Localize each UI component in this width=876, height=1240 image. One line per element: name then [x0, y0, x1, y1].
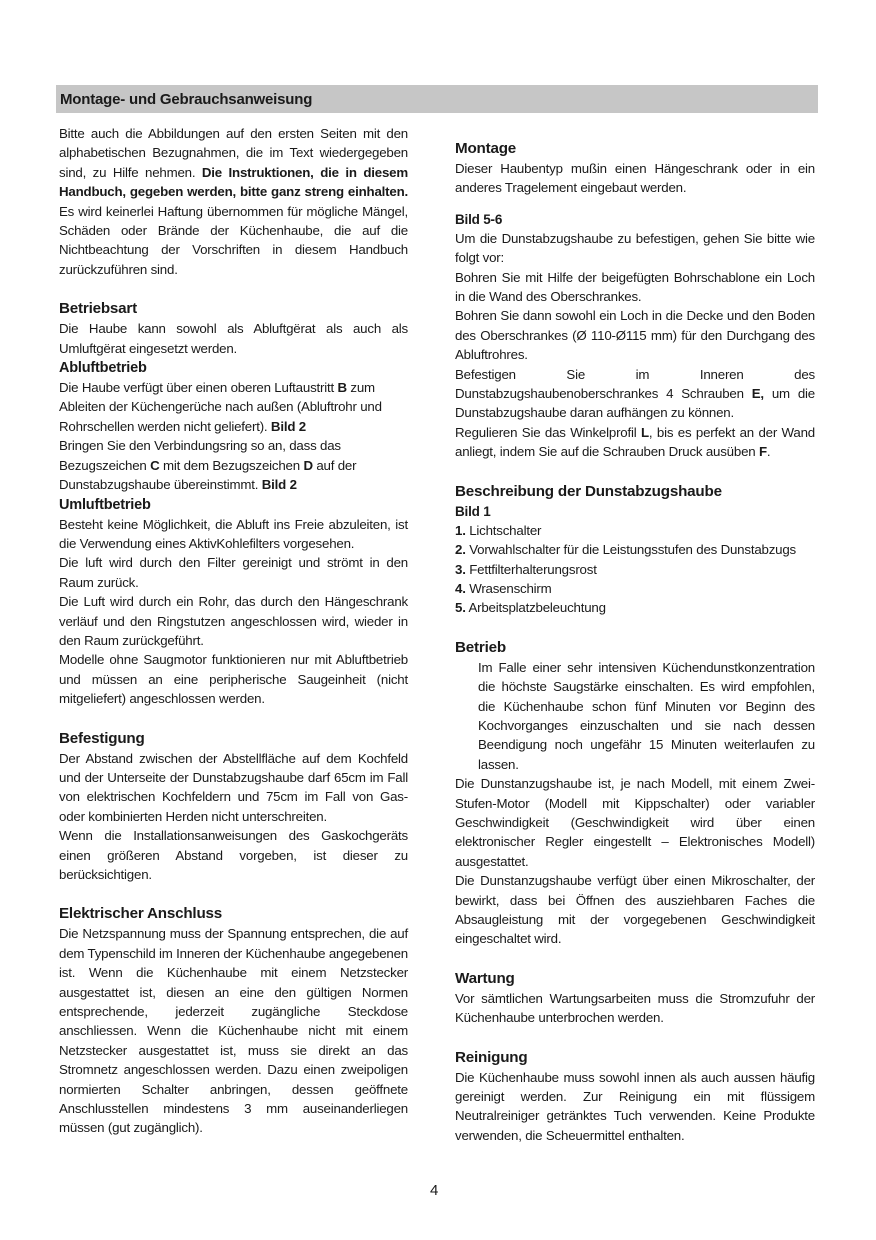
- wartung-text: Vor sämtlichen Wartungsarbeiten muss die Stromzufuhr der Küchenhaube unterbrochen werden.: [455, 990, 815, 1026]
- montage-text: Dieser Haubentyp mußin einen Hängeschrank oder in ein anderes Tragelement eingebaut werden.: [455, 161, 815, 196]
- umluftbetrieb-text-2: Die luft wird durch den Filter gereinigt und strömt in den Raum zurück.: [59, 555, 408, 590]
- anschluss-text: Die Netzspannung muss der Spannung entsprechen, die auf dem Typenschild im Inneren der Küchenhaube angegebenen ist. Wenn die Küchenhaube mit einem Netzstecker ausgestattet ist, diesen an eine den gültigen Normen entsprechende, jederzeit zugängliche Steckdose anschliessen. Wenn die Küchenhaube nicht mit einem Netzstecker ausgestattet ist, muss sie direkt an das Stromnetz angeschlossen werden. Dazu einen zweipoligen normierten Schalter anbringen, dessen geöffnete Anschlusstellen mindestens 3 mm auseinanderliegen müssen (gut zugänglich).: [59, 926, 408, 1136]
- reinigung-heading: Reinigung: [455, 1048, 528, 1066]
- left-column: [59, 124, 408, 1138]
- intro-paragraph: Bitte auch die Abbildungen auf den ersten Seiten mit den alphabetischen Bezugnahmen, die im Text wiedergegeben sind, zu Hilfe nehmen. Die Instruktionen, die in diesem Handbuch, gegeben werden, bitte ganz streng einhalten. Es wird keinerlei Haftung übernommen für mögliche Mängel, Schäden oder Brände der Küchenhaube, die auf die Nichtbeachtung der Vorschriften in diesem Handbuch zurückzuführen sind.: [59, 126, 408, 277]
- abluftbetrieb-heading: Abluftbetrieb: [59, 360, 147, 377]
- legend-item: 1. Lichtschalter: [455, 522, 542, 538]
- umluftbetrieb-text-4: Modelle ohne Saugmotor funktionieren nur mit Abluftbetrieb und müssen an eine peripherische Saugeinheit (nicht mitgeliefert) angeschlossen werden.: [59, 652, 408, 707]
- component-legend: [455, 521, 815, 618]
- betriebsart-text: Die Haube kann sowohl als Abluftgërat als auch als Umluftgërat eingesetzt werden.: [59, 321, 408, 356]
- legend-item: 4. Wrasenschirm: [455, 580, 552, 596]
- abluftbetrieb-text-1: Die Haube verfügt über einen oberen Luftaustritt B zum Ableiten der Küchengerüche nach außen (Abluftrohr und Rohrschellen werden nicht geliefert). Bild 2: [59, 380, 382, 434]
- bild56-text-3: Bohren Sie dann sowohl ein Loch in die Decke und den Boden des Oberschrankes (Ø 110-Ø115 mm) für den Durchgang des Abluftrohres.: [455, 308, 815, 363]
- betrieb-text-2: Die Dunstanzugshaube ist, je nach Modell, mit einem Zwei-Stufen-Motor (Modell mit Kippschalter) oder variabler Geschwindigkeit (Geschwindigkeit wird über einen elektronischer Regler eingestellt – Elektronisches Modell) ausgestattet.: [455, 776, 815, 869]
- abluftbetrieb-text-2: Bringen Sie den Verbindungsring so an, dass das Bezugszeichen C mit dem Bezugszeichen D auf der Dunstabzugshaube übereinstimmt. Bild 2: [59, 438, 357, 493]
- betriebsart-heading: Betriebsart: [59, 300, 137, 318]
- page-number: 4: [430, 1182, 439, 1199]
- legend-item: 2. Vorwahlschalter für die Leistungsstufen des Dunstabzugs: [455, 542, 796, 558]
- montage-heading: Montage: [455, 140, 517, 157]
- befestigung-text-2: Wenn die Installationsanweisungen des Gaskochgeräts einen größeren Abstand vorgeben, ist dieser zu berücksichtigen.: [59, 828, 408, 882]
- betrieb-text-1: Im Falle einer sehr intensiven Küchendunstkonzentration die höchste Saugstärke einschalten. Es wird empfohlen, die Küchenhaube schon fünf Minuten vor Beginn des Kochvorganges einzuschalten und sie nach dessen Beendigung noch ungefähr 15 Minuten weiterlaufen zu lassen.: [478, 659, 815, 772]
- legend-item: 3. Fettfilterhalterungsrost: [455, 561, 597, 577]
- intro-warning: Die Instruktionen, die in diesem Handbuch, gegeben werden, bitte ganz streng einhalten.: [59, 164, 408, 200]
- bild56-heading: Bild 5-6: [455, 211, 503, 227]
- bild56-text-4: Befestigen Sie im Inneren des Dunstabzugshaubenoberschrankes 4 Schrauben E, um die Dunstabzugshaube daran aufhängen zu können.: [455, 366, 815, 421]
- umluftbetrieb-heading: Umluftbetrieb: [59, 496, 151, 513]
- befestigung-heading: Befestigung: [59, 729, 145, 747]
- wartung-heading: Wartung: [455, 969, 515, 987]
- betrieb-text-3: Die Dunstanzugshaube verfügt über einen Mikroschalter, der bewirkt, dass bei Öffnen des ausziehbaren Faches die Absaugleistung mit der vorgegebenen Geschwindigkeit eingeschaltet wird.: [455, 873, 815, 947]
- bild56-text-5: Regulieren Sie das Winkelprofil L, bis es perfekt an der Wand anliegt, indem Sie auf die Schrauben Druck ausüben F.: [455, 424, 816, 460]
- beschreibung-heading: Beschreibung der Dunstabzugshaube: [455, 482, 722, 500]
- reinigung-text: Die Küchenhaube muss sowohl innen als auch aussen häufig gereinigt werden. Zur Reinigung ein mit flüssigem Neutralreiniger getränktes Tuch verwenden. Keine Produkte verwenden, die Scheuermittel enthalten.: [455, 1069, 815, 1143]
- anschluss-heading: Elektrischer Anschluss: [59, 905, 223, 923]
- bild56-text-1: Um die Dunstabzugshaube zu befestigen, gehen Sie bitte wie folgt vor:: [455, 230, 815, 266]
- betrieb-heading: Betrieb: [455, 638, 506, 656]
- legend-item: 5. Arbeitsplatzbeleuchtung: [455, 600, 606, 616]
- bild1-heading: Bild 1: [455, 503, 491, 519]
- page-title: Montage- und Gebrauchsanweisung: [56, 85, 818, 113]
- right-column: [455, 138, 815, 1145]
- umluftbetrieb-text-1: Besteht keine Möglichkeit, die Abluft ins Freie abzuleiten, ist die Verwendung eines AktivKohlefilters vorgesehen.: [59, 516, 408, 551]
- bild56-text-2: Bohren Sie mit Hilfe der beigefügten Bohrschablone ein Loch in die Wand des Oberschrankes.: [455, 269, 815, 305]
- umluftbetrieb-text-3: Die Luft wird durch ein Rohr, das durch den Hängeschrank verläuf und den Ringstutzen angeschlossen wird, wieder in den Raum zurückgeführt.: [59, 594, 408, 648]
- befestigung-text-1: Der Abstand zwischen der Abstellfläche auf dem Kochfeld und der Unterseite der Dunstabzugshaube darf 65cm im Fall von elektrischen Kochfeldern und 75cm im Fall von Gas- oder kombinierten Herden nicht unterschreiten.: [59, 750, 408, 824]
